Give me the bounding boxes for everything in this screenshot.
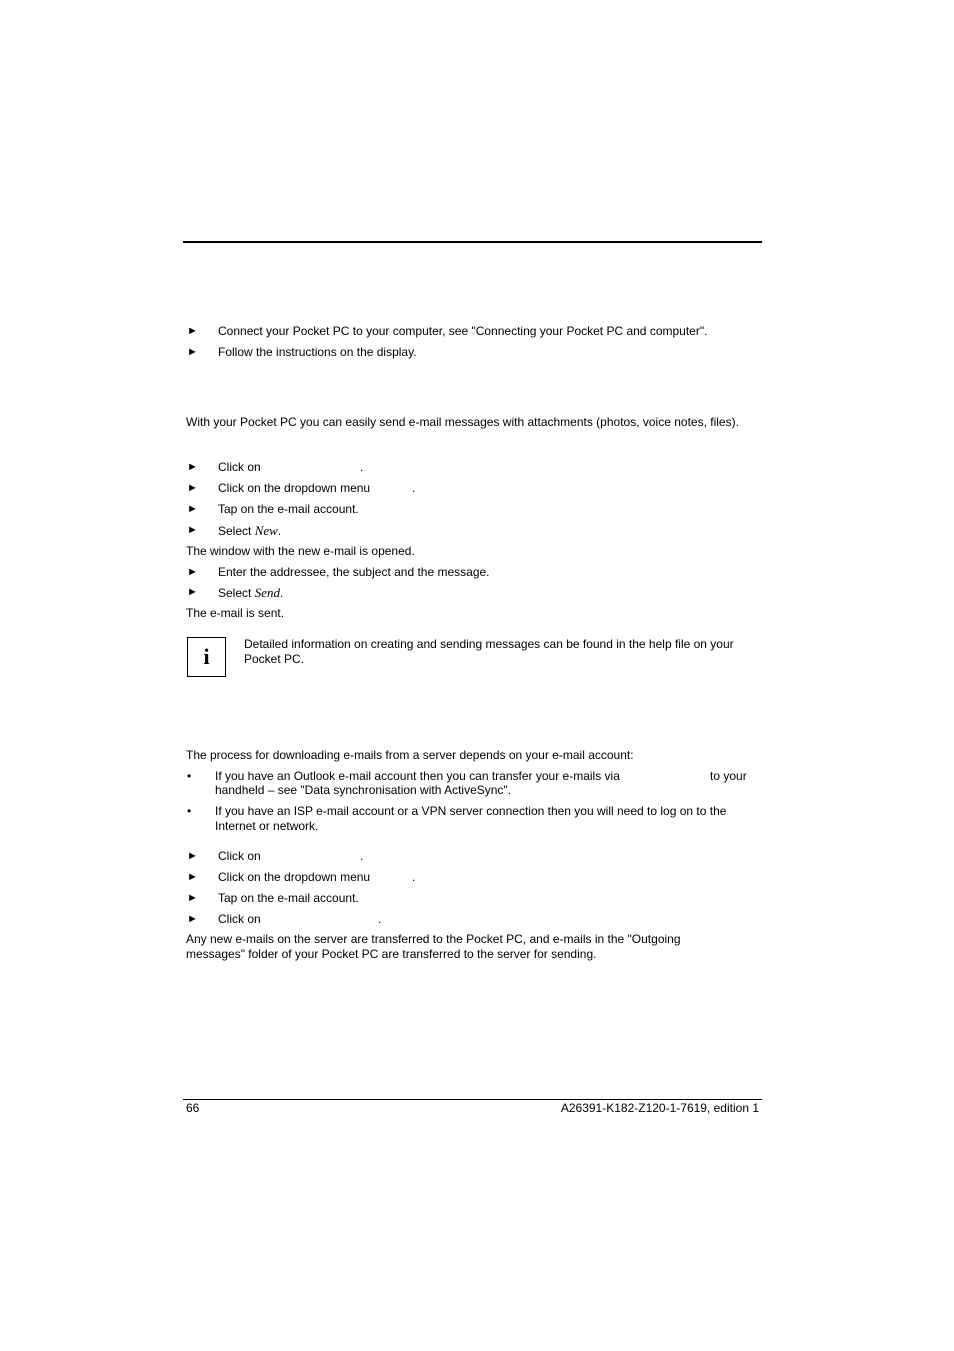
connect-step-1: Connect your Pocket PC to your computer, see "Connecting your Pocket PC and computer".: [218, 324, 708, 338]
download-intro: The process for downloading e-mails from a server depends on your e-mail account:: [186, 748, 634, 762]
send-step-4-text: Select: [218, 524, 252, 538]
step-arrow-icon: ►: [187, 482, 198, 494]
send-step-4-end: .: [277, 524, 282, 538]
send-step-6: [218, 585, 283, 601]
send-step-6-text: Select: [218, 586, 252, 600]
send-step-2-end: .: [412, 481, 416, 495]
header-rule: [183, 241, 762, 243]
download-bullet-2: If you have an ISP e-mail account or a VPN server connection then you will need to log on to the Internet or network.: [215, 804, 727, 833]
download-bullet-1-b: to your: [710, 769, 747, 783]
info-note-text: Detailed information on creating and sending messages can be found in the help file on your Pocket PC.: [244, 637, 734, 666]
page-number: 66: [186, 1101, 200, 1115]
step-arrow-icon: ►: [187, 325, 198, 337]
send-step-4: [218, 523, 281, 539]
download-step-1-end: .: [360, 849, 364, 863]
send-result-2: The e-mail is sent.: [186, 606, 285, 620]
send-step-1-end: .: [360, 460, 364, 474]
document-id: A26391-K182-Z120-1-7619, edition 1: [560, 1101, 759, 1115]
step-arrow-icon: ►: [187, 871, 198, 883]
download-step-1-text: Click on: [218, 849, 261, 863]
download-step-3: Tap on the e-mail account.: [218, 891, 359, 905]
bullet-icon: •: [187, 804, 192, 818]
download-bullet-1-a: If you have an Outlook e-mail account then you can transfer your e-mails via: [215, 769, 620, 783]
step-arrow-icon: ►: [187, 503, 198, 515]
step-arrow-icon: ►: [187, 850, 198, 862]
step-arrow-icon: ►: [187, 892, 198, 904]
send-step-4-option: New: [254, 523, 278, 538]
info-icon-letter: i: [203, 644, 210, 669]
send-step-6-option: Send: [254, 585, 280, 600]
send-step-1-text: Click on: [218, 460, 261, 474]
info-icon: [187, 637, 226, 677]
step-arrow-icon: ►: [187, 913, 198, 925]
step-arrow-icon: ►: [187, 461, 198, 473]
download-step-4-end: .: [378, 912, 382, 926]
step-arrow-icon: ►: [187, 566, 198, 578]
send-step-5: Enter the addressee, the subject and the message.: [218, 565, 490, 579]
download-step-4-text: Click on: [218, 912, 261, 926]
download-result: Any new e-mails on the server are transferred to the Pocket PC, and e-mails in the "Outgoing messages" folder of your Pocket PC are transferred to the server for sending.: [186, 932, 681, 961]
download-step-2-text: Click on the dropdown menu: [218, 870, 371, 884]
send-result-1: The window with the new e-mail is opened.: [186, 544, 415, 558]
send-step-2-text: Click on the dropdown menu: [218, 481, 371, 495]
download-step-2-end: .: [412, 870, 416, 884]
send-step-6-end: .: [279, 586, 284, 600]
download-bullet-1-c: handheld – see "Data synchronisation with ActiveSync".: [215, 783, 512, 797]
step-arrow-icon: ►: [187, 346, 198, 358]
send-step-3: Tap on the e-mail account.: [218, 502, 359, 516]
step-arrow-icon: ►: [187, 586, 198, 598]
send-intro: With your Pocket PC you can easily send e-mail messages with attachments (photos, voice notes, files).: [186, 415, 739, 429]
bullet-icon: •: [187, 769, 192, 783]
connect-step-2: Follow the instructions on the display.: [218, 345, 417, 359]
step-arrow-icon: ►: [187, 524, 198, 536]
footer-rule: [183, 1099, 762, 1100]
